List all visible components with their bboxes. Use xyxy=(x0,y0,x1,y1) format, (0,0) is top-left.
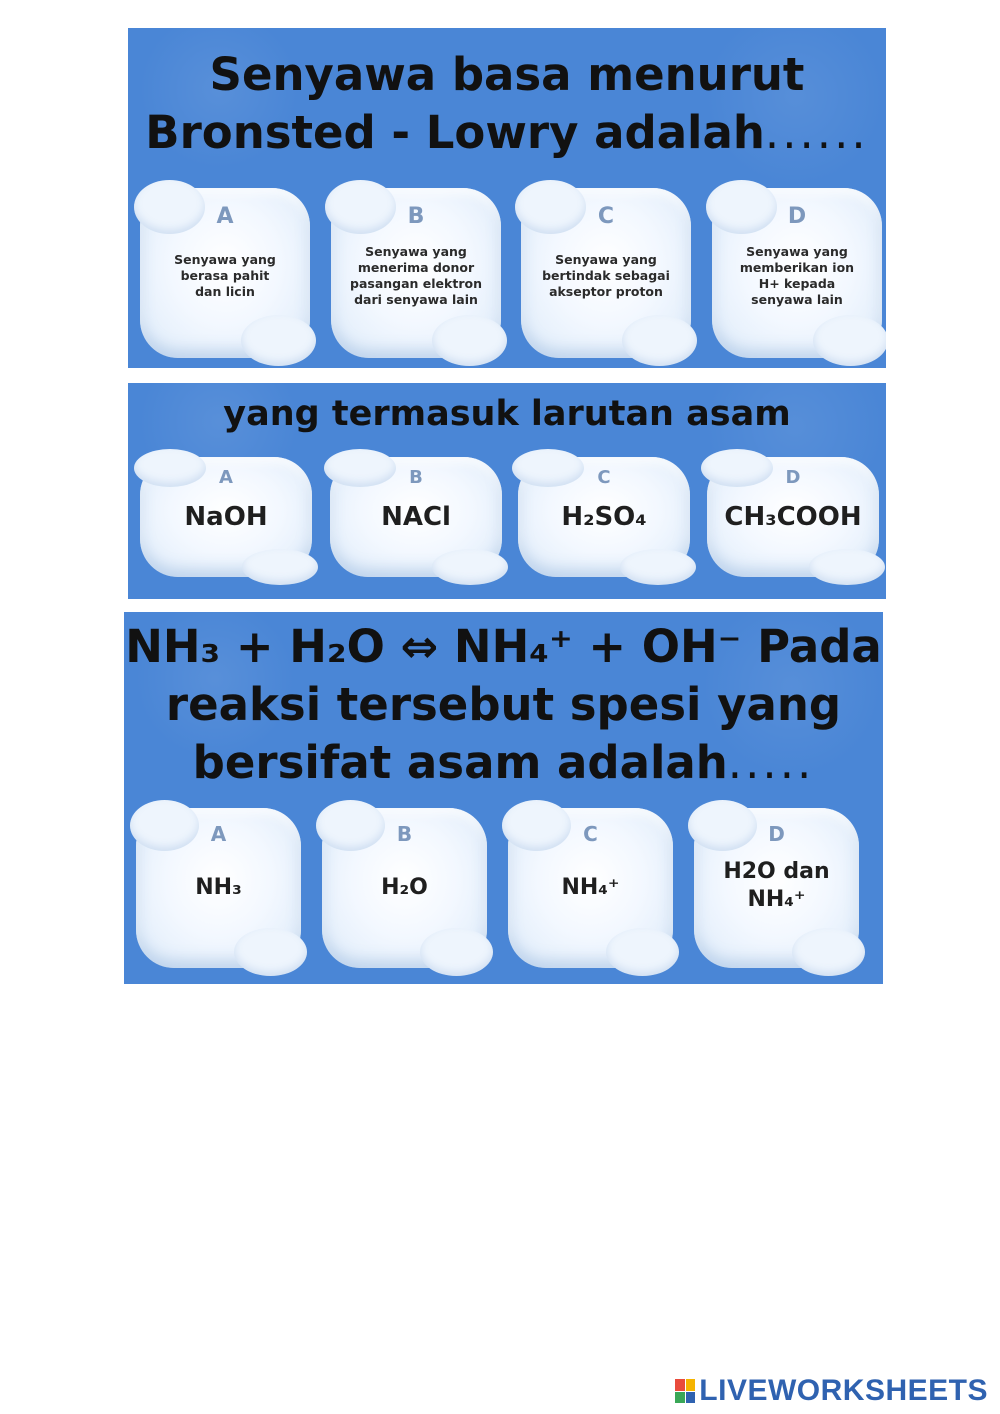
option-text: Senyawa yang bertindak sebagai akseptor proton xyxy=(542,252,670,299)
question-2-option-c[interactable] xyxy=(518,457,690,577)
option-text: NaOH xyxy=(184,502,268,532)
question-1-title-line1: Senyawa basa menurut xyxy=(209,48,805,101)
question-1-title xyxy=(128,46,886,162)
option-letter: A xyxy=(210,822,227,846)
option-letter: B xyxy=(396,822,413,846)
question-2-option-b[interactable] xyxy=(330,457,502,577)
question-3-option-a[interactable] xyxy=(136,808,301,968)
question-1-option-b[interactable] xyxy=(331,188,501,358)
option-letter: D xyxy=(768,822,785,846)
question-3-title xyxy=(124,618,883,792)
question-1-option-a[interactable] xyxy=(140,188,310,358)
question-2-title: yang termasuk larutan asam xyxy=(223,394,791,434)
question-2-option-a[interactable] xyxy=(140,457,312,577)
option-text: H2O dan NH₄⁺ xyxy=(723,859,830,912)
question-3-panel xyxy=(124,612,883,984)
liveworksheets-logo xyxy=(675,1374,988,1408)
question-3-option-c[interactable] xyxy=(508,808,673,968)
question-1-title-dots: ...... xyxy=(764,106,869,159)
option-text: H₂O xyxy=(381,875,428,900)
question-1-option-d[interactable] xyxy=(712,188,882,358)
question-3-title-dots: ..... xyxy=(727,736,815,789)
question-2-panel xyxy=(128,383,886,599)
question-1-title-line2: Bronsted - Lowry adalah xyxy=(145,106,765,159)
option-text: NACl xyxy=(381,502,451,532)
option-letter: A xyxy=(216,204,234,229)
option-text: NH₃ xyxy=(195,875,242,900)
option-text: Senyawa yang menerima donor pasangan elektron dari senyawa lain xyxy=(350,244,482,307)
brand-name: LIVEWORKSHEETS xyxy=(699,1374,988,1407)
question-3-title-line3: bersifat asam adalah xyxy=(192,736,728,789)
question-3-title-line2: reaksi tersebut spesi yang xyxy=(165,678,842,731)
question-1-option-c[interactable] xyxy=(521,188,691,358)
question-1-panel xyxy=(128,28,886,368)
option-letter: B xyxy=(407,204,425,229)
option-letter: C xyxy=(597,467,611,488)
option-text: CH₃COOH xyxy=(724,502,862,532)
option-letter: C xyxy=(583,822,598,846)
question-3-option-d[interactable] xyxy=(694,808,859,968)
liveworksheets-logo-icon xyxy=(675,1379,695,1403)
option-letter: D xyxy=(785,467,801,488)
option-letter: B xyxy=(409,467,423,488)
option-text: Senyawa yang memberikan ion H+ kepada senyawa lain xyxy=(739,244,855,307)
option-letter: D xyxy=(787,204,807,229)
option-letter: A xyxy=(219,467,233,488)
option-letter: C xyxy=(597,204,615,229)
question-3-option-b[interactable] xyxy=(322,808,487,968)
question-2-option-d[interactable] xyxy=(707,457,879,577)
option-text: H₂SO₄ xyxy=(561,502,647,532)
question-3-equation: NH₃ + H₂O ⇔ NH₄⁺ + OH⁻ Pada xyxy=(125,620,882,673)
option-text: Senyawa yang berasa pahit dan licin xyxy=(174,252,276,299)
option-text: NH₄⁺ xyxy=(561,875,620,900)
